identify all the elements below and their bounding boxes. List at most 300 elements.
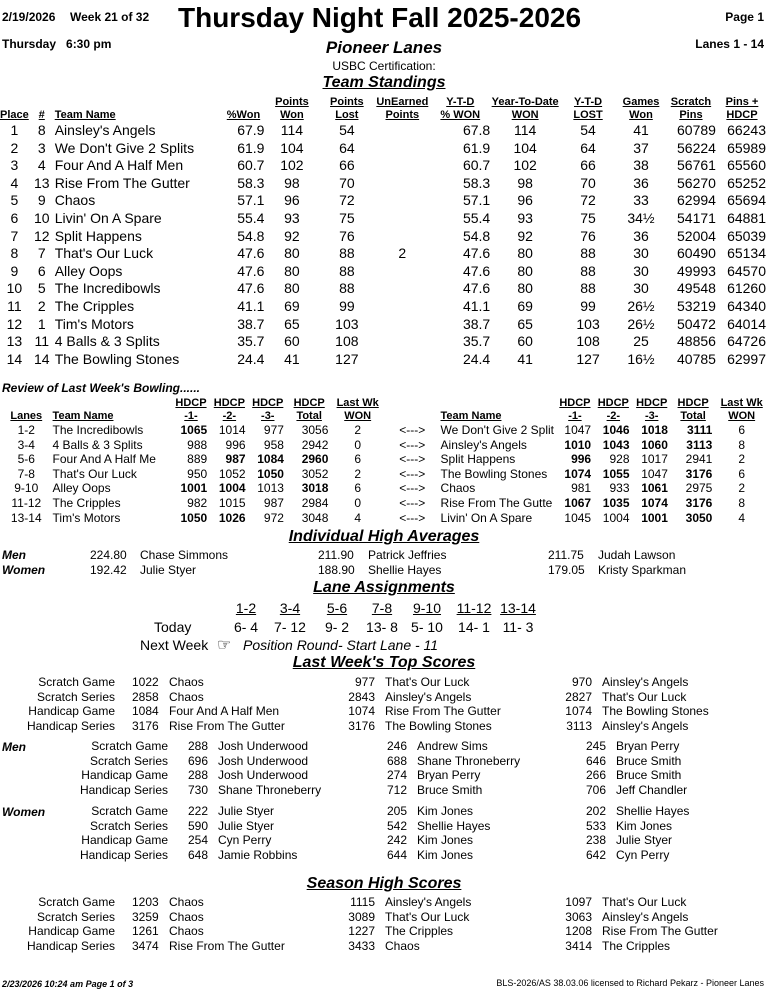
- top-team-score: 3176: [348, 718, 375, 733]
- standings-cell: 26½: [627, 315, 655, 332]
- review-cell: 988: [187, 437, 208, 452]
- men-average-bowler: Chase Simmons: [140, 548, 229, 562]
- review-row: [0, 496, 768, 511]
- top-team-score: 977: [354, 675, 375, 689]
- review-cell: Ainsley's Angels: [440, 437, 527, 452]
- lane-pair-today: 13- 8: [366, 619, 398, 635]
- standings-cell: 64726: [727, 333, 766, 350]
- review-cell: 0: [354, 495, 362, 510]
- review-col-header-text: HDCP: [175, 397, 207, 409]
- standings-cell: 65989: [727, 139, 766, 156]
- standings-row: [0, 210, 768, 228]
- review-col-header-text: HDCP: [213, 397, 245, 409]
- review-col-header-text: -2-: [606, 410, 621, 422]
- standings-cell: 25: [633, 333, 649, 350]
- review-cell: 928: [609, 452, 630, 467]
- top-men-score: 288: [188, 768, 209, 782]
- review-col-header-text: Last Wk: [720, 397, 763, 409]
- standings-col-header-text: Points: [385, 109, 420, 121]
- standings-cell: 49993: [677, 262, 716, 279]
- review-row: [0, 511, 768, 526]
- review-cell: 987: [263, 495, 284, 510]
- standings-cell: 47.6: [462, 245, 491, 262]
- section-individual-averages: Individual High Averages: [288, 528, 480, 545]
- review-separator: <--->: [399, 466, 426, 481]
- top-men-category: Handicap Game: [81, 768, 168, 782]
- standings-cell: 65252: [727, 174, 766, 191]
- top-women-name: Kim Jones: [417, 804, 474, 818]
- review-cell: 6: [354, 481, 362, 496]
- lane-pair-header: 13-14: [500, 600, 536, 616]
- review-cell: 1001: [641, 510, 668, 525]
- season-high-name: The Cripples: [602, 938, 671, 953]
- review-separator: <--->: [399, 510, 426, 525]
- review-cell: 1084: [257, 452, 284, 467]
- top-men-category: Handicap Series: [79, 782, 168, 797]
- standings-cell: 54.8: [462, 227, 491, 244]
- standings-cell: 60490: [677, 245, 716, 262]
- standings-cell: 88: [580, 262, 596, 279]
- review-col-header-text: Lanes: [10, 410, 43, 422]
- review-cell: 3018: [301, 481, 329, 496]
- top-women-name: Kim Jones: [417, 847, 474, 862]
- standings-cell: 61.9: [237, 139, 265, 156]
- standings-cell: 38: [633, 157, 649, 174]
- standings-cell: 24.4: [237, 350, 265, 367]
- standings-cell: 65: [284, 315, 300, 332]
- standings-col-header: [666, 96, 716, 122]
- standings-header-row: [0, 96, 768, 122]
- men-average-value: 211.75: [548, 548, 584, 562]
- standings-row: [0, 245, 768, 263]
- standings-cell: We Don't Give 2 Splits: [54, 139, 195, 156]
- pointing-hand-icon: ☞: [217, 637, 232, 654]
- top-women-name: Cyn Perry: [616, 847, 670, 862]
- review-cell: The Cripples: [52, 495, 121, 510]
- review-separator: <--->: [399, 495, 426, 510]
- standings-cell: 48856: [677, 333, 716, 350]
- standings-cell: Rise From The Gutter: [54, 174, 190, 191]
- men-average-bowler: Patrick Jeffries: [368, 548, 447, 562]
- review-cell: 1018: [641, 423, 668, 437]
- standings-cell: 58.3: [462, 174, 491, 191]
- lane-pair-header: 9-10: [412, 600, 442, 616]
- league-day-time: Thursday 6:30 pm: [2, 37, 112, 51]
- standings-cell: 69: [284, 297, 300, 314]
- standings-cell: 55.4: [237, 209, 265, 226]
- standings-cell: [374, 210, 430, 228]
- review-col-header-text: -3-: [261, 410, 275, 422]
- standings-cell: 88: [580, 245, 596, 262]
- standings-cell: 98: [517, 174, 533, 191]
- review-cell: 1074: [564, 466, 592, 481]
- standings-cell: 11: [7, 297, 22, 314]
- season-high-score: 1227: [348, 924, 375, 938]
- standings-cell: 88: [339, 245, 355, 262]
- standings-cell: [374, 192, 430, 210]
- review-cell: 1046: [602, 423, 630, 437]
- standings-cell: Ainsley's Angels: [54, 122, 156, 138]
- top-men-score: 288: [188, 739, 209, 753]
- bowling-center: Pioneer Lanes: [325, 38, 443, 57]
- review-cell: 6: [354, 452, 362, 467]
- review-cell: 1060: [641, 437, 668, 452]
- standings-cell: 2: [10, 139, 19, 156]
- standings-cell: [374, 157, 430, 175]
- standings-cell: 7: [10, 227, 19, 244]
- review-cell: 8: [738, 495, 746, 510]
- top-women-name: Julie Styer: [218, 818, 275, 833]
- review-separator: <--->: [399, 452, 426, 467]
- top-team-category: Scratch Game: [38, 675, 115, 689]
- standings-cell: 2: [37, 297, 46, 314]
- season-high-category: Handicap Game: [28, 924, 115, 938]
- standings-cell: 4: [37, 157, 46, 174]
- standings-cell: Livin' On A Spare: [54, 209, 162, 226]
- standings-cell: 62997: [727, 350, 766, 367]
- standings-cell: 10: [6, 280, 23, 297]
- standings-cell: 96: [284, 192, 300, 209]
- review-cell: That's Our Luck: [52, 466, 137, 481]
- standings-col-header: [374, 96, 430, 122]
- season-high-name: Chaos: [385, 938, 420, 953]
- review-cell: 2: [354, 466, 362, 481]
- review-cell: 1004: [602, 510, 630, 525]
- review-cell: 1074: [641, 495, 668, 510]
- standings-cell: 72: [339, 192, 355, 209]
- standings-cell: 3: [10, 157, 19, 174]
- review-cell: 987: [225, 452, 246, 467]
- review-cell: 1010: [564, 437, 592, 452]
- lane-pair-header: 7-8: [371, 600, 393, 616]
- season-high-name: Ainsley's Angels: [602, 909, 689, 924]
- standings-cell: [374, 263, 430, 281]
- standings-col-header-text: % WON: [440, 109, 481, 121]
- next-week-label: Next Week: [140, 637, 209, 653]
- standings-cell: 33: [633, 192, 649, 209]
- review-cell: 2: [738, 452, 746, 467]
- standings-cell: 64: [339, 139, 355, 156]
- standings-cell: 80: [517, 262, 533, 279]
- standings-col-header-text: Team Name: [54, 109, 116, 121]
- top-men-score: 646: [586, 753, 607, 768]
- review-cell: 3176: [685, 466, 713, 481]
- review-cell: 6: [738, 423, 746, 437]
- lane-pair-header: 1-2: [235, 600, 257, 616]
- standings-cell: 6: [10, 209, 19, 226]
- review-col-header-text: -1-: [184, 410, 198, 422]
- standings-col-header: [490, 96, 560, 122]
- review-cell: 9-10: [14, 481, 39, 496]
- report-title: Thursday Night Fall 2025-2026: [178, 2, 582, 33]
- standings-cell: 49548: [677, 280, 716, 297]
- women-average-bowler: Kristy Sparkman: [598, 563, 687, 577]
- women-average-value: 188.90: [318, 563, 355, 577]
- top-women-score: 533: [586, 818, 607, 833]
- standings-cell: Four And A Half Men: [54, 157, 184, 174]
- review-col-header: [0, 397, 53, 423]
- top-team-name: That's Our Luck: [385, 675, 470, 689]
- season-high-name: Rise From The Gutter: [169, 938, 285, 953]
- standings-cell: 61.9: [462, 139, 491, 156]
- standings-cell: 72: [580, 192, 596, 209]
- review-cell: 13-14: [10, 510, 42, 525]
- standings-cell: 75: [580, 209, 596, 226]
- standings-cell: 57.1: [462, 192, 491, 209]
- section-season-high: Season High Scores: [306, 875, 462, 892]
- section-lane-assignments: Lane Assignments: [313, 579, 455, 596]
- standings-row: [0, 175, 768, 193]
- review-cell: 1045: [564, 510, 592, 525]
- top-women-score: 202: [586, 804, 607, 818]
- review-cell: 6: [738, 466, 746, 481]
- season-high-name: That's Our Luck: [602, 895, 687, 909]
- standings-cell: 99: [580, 297, 596, 314]
- standings-cell: 66: [580, 157, 596, 174]
- lane-pair-today: 9- 2: [324, 619, 350, 635]
- review-cell: Four And A Half Me: [52, 452, 156, 467]
- review-cell: 1061: [641, 481, 668, 496]
- review-cell: 1065: [180, 423, 208, 437]
- standings-cell: 47.6: [237, 280, 265, 297]
- review-cell: 1055: [602, 466, 630, 481]
- top-team-name: The Bowling Stones: [385, 718, 492, 733]
- top-team-name: Ainsley's Angels: [602, 718, 689, 733]
- review-cell: The Bowling Stones: [440, 466, 548, 481]
- standings-col-header: [264, 96, 319, 122]
- top-women-name: Shellie Hayes: [616, 804, 690, 818]
- top-team-name: Rise From The Gutter: [385, 704, 501, 718]
- standings-cell: 13: [33, 174, 50, 191]
- review-cell: 1050: [180, 510, 208, 525]
- review-cell: 1014: [218, 423, 246, 437]
- standings-cell: 92: [517, 227, 533, 244]
- review-cell: 977: [263, 423, 284, 437]
- standings-cell: 64: [580, 139, 596, 156]
- standings-col-header: [616, 96, 666, 122]
- standings-cell: 64340: [727, 297, 766, 314]
- standings-cell: 11: [34, 333, 49, 350]
- standings-cell: 88: [580, 280, 596, 297]
- women-average-bowler: Julie Styer: [140, 563, 197, 577]
- review-col-header: [172, 397, 210, 423]
- standings-col-header-text: Pins +: [725, 96, 759, 108]
- review-col-header: [556, 397, 594, 423]
- lanes-range: Lanes 1 - 14: [695, 37, 764, 51]
- standings-cell: [374, 122, 430, 140]
- standings-cell: 60789: [677, 122, 716, 138]
- standings-col-header-text: Points: [330, 96, 364, 108]
- standings-col-header-text: Y-T-D: [573, 96, 603, 108]
- standings-cell: 41: [633, 122, 649, 138]
- top-team-score: 970: [571, 675, 592, 689]
- review-cell: 2: [354, 423, 362, 437]
- standings-cell: 8: [37, 122, 46, 138]
- review-row: [0, 481, 768, 496]
- top-men-name: Josh Underwood: [218, 768, 309, 782]
- standings-cell: 34½: [627, 209, 655, 226]
- standings-cell: 36: [633, 174, 649, 191]
- top-men-name: Bryan Perry: [417, 768, 481, 782]
- top-team-score: 1084: [132, 704, 159, 718]
- top-women-name: Kim Jones: [616, 818, 673, 833]
- season-high-score: 3259: [132, 909, 159, 924]
- standings-cell: 65560: [727, 157, 766, 174]
- review-col-header-text: HDCP: [293, 397, 325, 409]
- review-col-header: [331, 397, 384, 423]
- standings-cell: 96: [517, 192, 533, 209]
- review-cell: 933: [609, 481, 630, 496]
- top-men-score: 706: [586, 782, 607, 797]
- review-cell: Alley Oops: [52, 481, 111, 496]
- standings-row: [0, 140, 768, 158]
- standings-cell: 127: [335, 350, 359, 367]
- top-women-name: Jamie Robbins: [218, 847, 298, 862]
- standings-col-header: [222, 96, 264, 122]
- review-col-header: [633, 397, 671, 423]
- report-date: 2/19/2026: [2, 10, 56, 24]
- standings-cell: 2: [398, 245, 407, 262]
- standings-cell: 3: [37, 139, 46, 156]
- standings-cell: [374, 351, 430, 369]
- standings-cell: 61260: [727, 280, 766, 297]
- section-review: Review of Last Week's Bowling......: [2, 381, 201, 395]
- top-men-name: Bruce Smith: [417, 782, 483, 797]
- standings-cell: 47.6: [237, 262, 265, 279]
- top-men-name: Bruce Smith: [616, 753, 682, 768]
- standings-cell: 52004: [677, 227, 716, 244]
- standings-col-header: [319, 96, 374, 122]
- top-women-score: 222: [188, 804, 209, 818]
- standings-cell: 54.8: [237, 227, 265, 244]
- standings-col-header: [0, 96, 29, 122]
- standings-col-header-text: LOST: [573, 109, 603, 121]
- top-women-category: Handicap Game: [81, 833, 168, 847]
- week-label: Week 21 of 32: [70, 10, 150, 24]
- standings-cell: 103: [335, 315, 359, 332]
- top-women-name: Shellie Hayes: [417, 818, 491, 833]
- standings-cell: 36: [633, 227, 649, 244]
- review-separator: <--->: [399, 423, 426, 437]
- standings-cell: 98: [284, 174, 300, 191]
- standings-cell: 60.7: [462, 157, 491, 174]
- review-cell: 2: [738, 481, 746, 496]
- review-cell: 11-12: [11, 495, 42, 510]
- review-cell: 1017: [641, 452, 668, 467]
- next-week-assignment: Position Round- Start Lane - 11: [243, 637, 439, 653]
- top-women-score: 542: [387, 818, 408, 833]
- review-cell: 889: [187, 452, 208, 467]
- standings-cell: 66: [339, 157, 355, 174]
- women-average-label: Women: [2, 563, 46, 577]
- standings-cell: 65: [517, 315, 533, 332]
- standings-cell: 60.7: [237, 157, 265, 174]
- review-col-header-text: Last Wk: [336, 397, 379, 409]
- top-women-score: 205: [387, 804, 408, 818]
- top-women-score: 254: [188, 833, 209, 847]
- review-cell: Tim's Motors: [52, 510, 121, 525]
- review-col-header-text: HDCP: [252, 397, 284, 409]
- standings-cell: 1: [37, 315, 46, 332]
- review-cell: 0: [354, 437, 362, 452]
- standings-cell: 12: [33, 227, 50, 244]
- season-high-name: Chaos: [169, 895, 204, 909]
- standings-cell: [374, 333, 430, 351]
- standings-row: [0, 280, 768, 298]
- review-cell: 950: [187, 466, 208, 481]
- standings-cell: 4: [10, 174, 19, 191]
- top-women-name: Julie Styer: [616, 833, 673, 847]
- review-cell: 8: [738, 437, 746, 452]
- review-cell: 982: [187, 495, 208, 510]
- top-men-name: Josh Underwood: [218, 739, 309, 753]
- review-cell: 1067: [564, 495, 592, 510]
- standings-cell: 54: [580, 122, 596, 138]
- standings-col-header-text: Games: [622, 96, 660, 108]
- women-average-value: 179.05: [548, 563, 585, 577]
- lane-pair-header: 5-6: [326, 600, 348, 616]
- standings-cell: That's Our Luck: [54, 245, 154, 262]
- review-col-header: [249, 397, 287, 423]
- review-col-header-text: -1-: [568, 410, 582, 422]
- standings-cell: 26½: [627, 297, 655, 314]
- standings-cell: 93: [284, 209, 300, 226]
- standings-col-header-text: HDCP: [726, 109, 758, 121]
- review-cell: 972: [263, 510, 284, 525]
- review-cell: Rise From The Gutte: [440, 495, 553, 510]
- season-high-name: Chaos: [169, 924, 204, 938]
- standings-cell: 108: [335, 333, 359, 350]
- review-cell: 2942: [301, 437, 329, 452]
- review-cell: 2960: [301, 452, 329, 467]
- season-high-score: 3414: [565, 938, 592, 953]
- review-cell: 1001: [180, 481, 208, 496]
- standings-row: [0, 263, 768, 281]
- standings-cell: 75: [339, 209, 355, 226]
- standings-cell: 56270: [677, 174, 716, 191]
- season-high-name: Chaos: [169, 909, 204, 924]
- review-cell: 3111: [686, 423, 713, 437]
- top-men-name: Jeff Chandler: [616, 782, 688, 797]
- lane-pair-today: 11- 3: [502, 619, 534, 635]
- lane-pair-today: 14- 1: [458, 619, 490, 635]
- top-men-category: Scratch Series: [89, 753, 168, 768]
- top-team-name: Chaos: [169, 689, 204, 704]
- top-men-score: 688: [387, 753, 408, 768]
- review-col-header-text: Total: [296, 410, 322, 422]
- standings-cell: 93: [517, 209, 533, 226]
- standings-cell: 50472: [677, 315, 716, 332]
- standings-cell: 88: [339, 280, 355, 297]
- review-cell: 1050: [257, 466, 284, 481]
- standings-cell: 37: [633, 139, 649, 156]
- season-high-score: 1097: [565, 895, 592, 909]
- standings-cell: [374, 316, 430, 334]
- standings-cell: 104: [513, 139, 537, 156]
- top-women-score: 242: [387, 833, 408, 847]
- review-row: [0, 452, 768, 467]
- top-team-name: Rise From The Gutter: [169, 718, 285, 733]
- standings-cell: 54171: [677, 209, 716, 226]
- top-team-score: 1022: [132, 675, 159, 689]
- standings-cell: 41: [284, 350, 300, 367]
- standings-cell: 13: [6, 333, 23, 350]
- review-cell: 958: [263, 437, 284, 452]
- review-cell: The Incredibowls: [52, 423, 144, 437]
- standings-col-header-text: Pins: [679, 109, 703, 121]
- standings-col-header-text: %Won: [226, 109, 261, 121]
- standings-cell: 60: [284, 333, 300, 350]
